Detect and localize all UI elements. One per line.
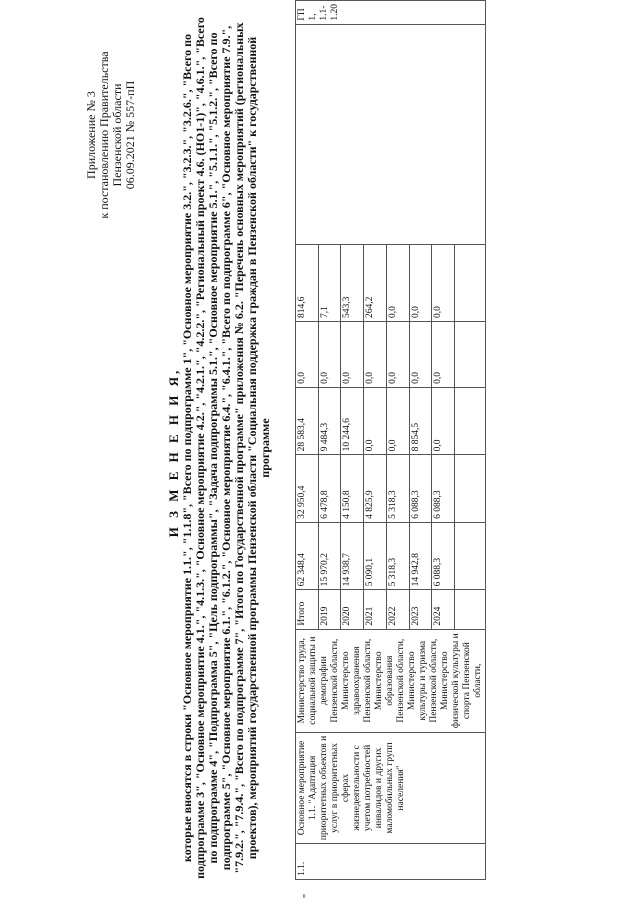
- table-row: [296, 1, 319, 880]
- value-cell: 28 583,4: [296, 387, 319, 455]
- item-number: 1.1.: [296, 844, 486, 880]
- value-cell: 0,0: [296, 322, 319, 388]
- empty-cell: [455, 522, 486, 590]
- appendix-header: [85, 15, 137, 255]
- year-cell: 2021: [364, 590, 387, 629]
- empty-cell: [455, 245, 486, 322]
- appendix-line-1: Приложение № 3: [84, 91, 98, 179]
- empty-cell: [455, 590, 486, 629]
- value-cell: 264,2: [364, 245, 387, 322]
- indicator-cell: ГП 1, 1.1-1.20: [296, 1, 486, 25]
- value-cell: 6 088,3: [432, 455, 455, 523]
- value-cell: 14 938,7: [341, 522, 364, 590]
- value-cell: 6 088,3: [409, 455, 432, 523]
- value-cell: 0,0: [432, 245, 455, 322]
- empty-cell: [455, 322, 486, 388]
- value-cell: 0,0: [432, 322, 455, 388]
- value-cell: 0,0: [364, 387, 387, 455]
- value-cell: 8 854,5: [409, 387, 432, 455]
- value-cell: 0,0: [386, 322, 409, 388]
- value-cell: 0,0: [432, 387, 455, 455]
- empty-cell: [455, 455, 486, 523]
- value-cell: 6 478,8: [318, 455, 341, 523]
- value-cell: 14 942,8: [409, 522, 432, 590]
- value-cell: 5 318,3: [386, 522, 409, 590]
- value-cell: 4 150,8: [341, 455, 364, 523]
- year-cell: 2023: [409, 590, 432, 629]
- year-cell: 2024: [432, 590, 455, 629]
- value-cell: 0,0: [364, 322, 387, 388]
- value-cell: 0,0: [409, 245, 432, 322]
- value-cell: 9 484,3: [318, 387, 341, 455]
- empty-cell: [296, 24, 486, 245]
- value-cell: 4 825,9: [364, 455, 387, 523]
- appendix-line-2: к постановлению Правительства: [97, 51, 111, 219]
- value-cell: 0,0: [386, 387, 409, 455]
- value-cell: 0,0: [386, 245, 409, 322]
- value-cell: 15 970,2: [318, 522, 341, 590]
- value-cell: 5 318,3: [386, 455, 409, 523]
- empty-cell: [455, 387, 486, 455]
- value-cell: 10 244,6: [341, 387, 364, 455]
- year-cell: Итого: [296, 590, 319, 629]
- value-cell: 7,1: [318, 245, 341, 322]
- document-title: И З М Е Н Е Н И Я,: [166, 367, 181, 538]
- year-cell: 2019: [318, 590, 341, 629]
- quote-mark: ": [302, 893, 313, 898]
- appendix-line-3: Пензенской области: [110, 83, 124, 187]
- changes-table: [295, 0, 486, 880]
- document-subtitle: которые вносятся в строки "Основное мероприятие 1.1.", "1.1.8", "Всего по подпрограмме 1", "Основное мероприятие 3.2.", "3.2.3.", "3.2.6.", "Всего по подпрограмме 3", "Основное мероприятие 4.1.", "4.1.3.", "Основное мероприятие 4.2.", "4.2.1.", "4.2.2.", "Региональный проект 4.6. (НО1-1)", "4.6.1.", "Всего по подпрограмме 4", "Подпрограмма 5", "Цель подпрограммы", "Задача подпрограммы 5.1.", "Основное мероприятие 5.1.", "5.1.1.", "5.1.2.", "Всего по подпрограмме 5", "Основное мероприятие 6.1.", "6.1.2.", "Основное мероприятие 6.4.", "6.4.1.", "Всего по подпрограмме 6", "Основное мероприятие 7.9.", "7.9.2.", "7.9.4.", "Всего по подпрограмме 7", "Итого по Государственной программе" приложения № 6.2. "Перечень основных мероприятий (региональных проектов), мероприятий государственной программы Пензенской области "Социальная поддержка граждан в Пензенской области" к государственной программе: [180, 17, 272, 879]
- value-cell: 0,0: [409, 322, 432, 388]
- value-cell: 32 950,4: [296, 455, 319, 523]
- value-cell: 814,6: [296, 245, 319, 322]
- year-cell: 2022: [386, 590, 409, 629]
- value-cell: 62 348,4: [296, 522, 319, 590]
- value-cell: 543,3: [341, 245, 364, 322]
- value-cell: 0,0: [341, 322, 364, 388]
- item-name: Основное мероприятие 1.1. "Адаптация приоритетных объектов и услуг в приоритетных сферах жизнедеятельности с учетом потребностей инвалидов и других маломобильных групп населения": [296, 732, 486, 843]
- value-cell: 5 090,1: [364, 522, 387, 590]
- year-cell: 2020: [341, 590, 364, 629]
- responsible-bodies: Министерство труда, социальной защиты и демографии Пензенской области, Министерство здравоохранения Пензенской области, Министерство образования Пензенской области, Министерство культуры и туризма Пензенской области, Министерство физической культуры и спорта Пензенской области,: [296, 629, 486, 732]
- value-cell: 6 088,3: [432, 522, 455, 590]
- appendix-line-4: 06.09.2021 № 557-пП: [123, 80, 137, 190]
- value-cell: 0,0: [318, 322, 341, 388]
